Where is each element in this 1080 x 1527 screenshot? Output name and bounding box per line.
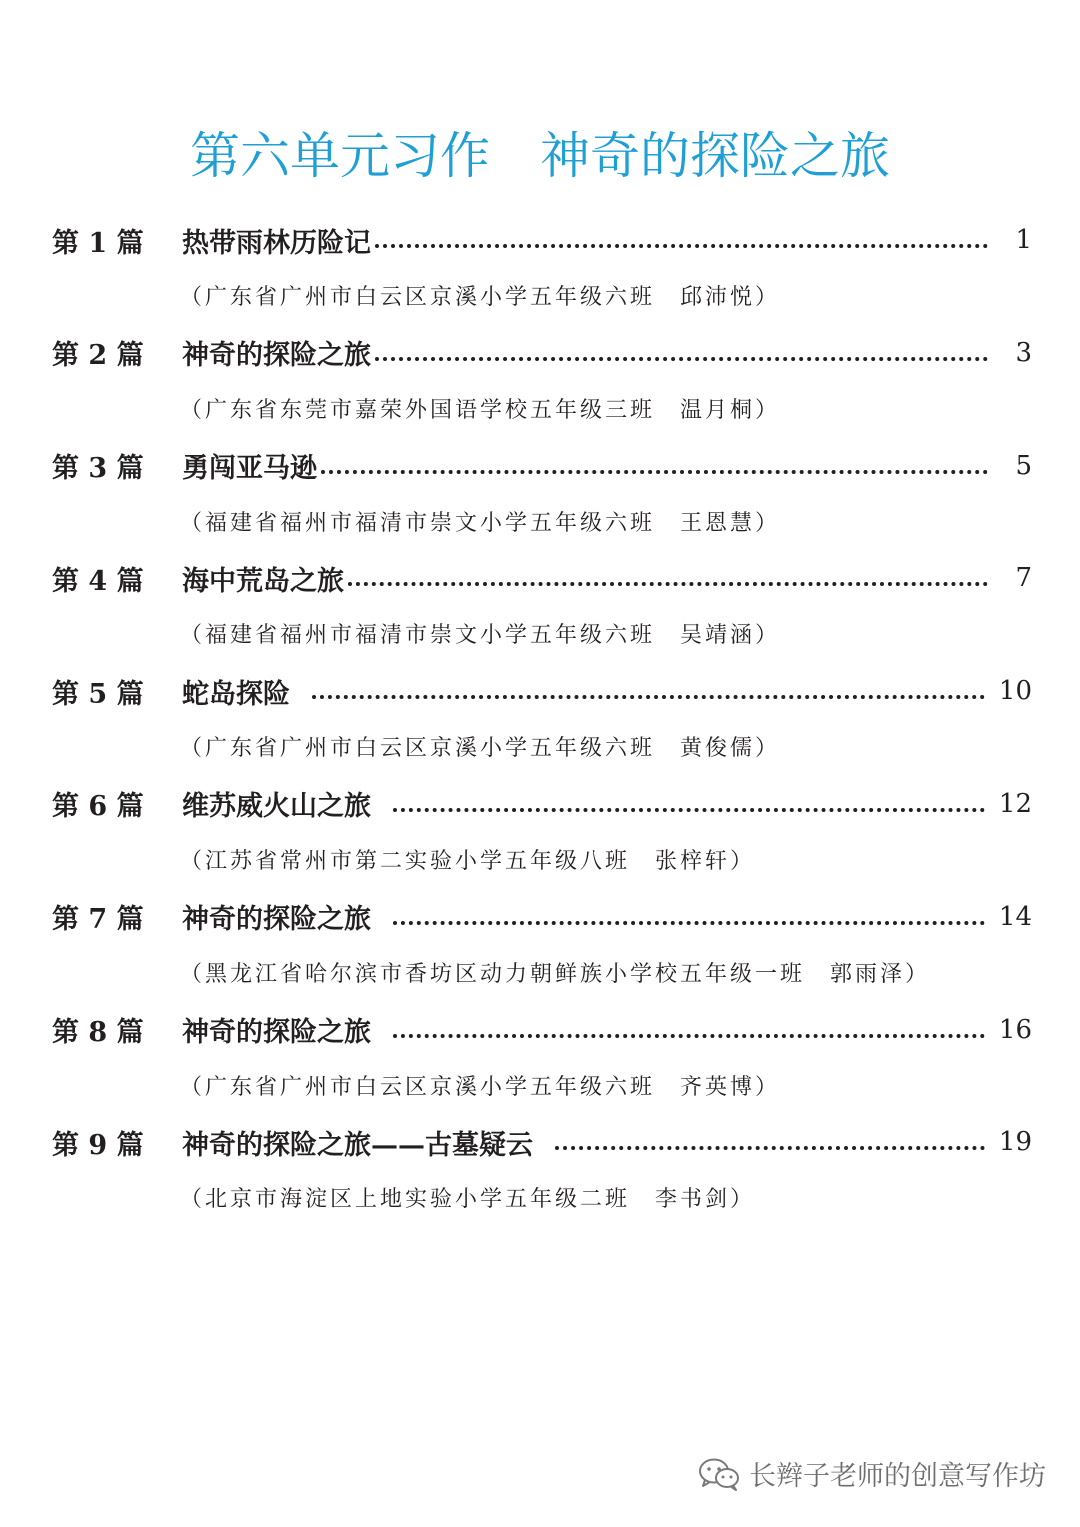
entry-title[interactable]: 勇闯亚马逊 xyxy=(182,453,317,485)
toc-entry-line xyxy=(52,560,1032,596)
entry-page-number: 7 xyxy=(1015,563,1032,594)
toc-entry-2[interactable] xyxy=(52,325,1032,438)
entry-page-number: 5 xyxy=(1015,450,1032,481)
toc-entry-line xyxy=(52,1012,1032,1048)
entry-title[interactable]: 维苏威火山之旅 xyxy=(182,791,371,823)
entry-author: （广东省广州市白云区京溪小学五年级六班 齐英博） xyxy=(180,1074,781,1100)
entry-title[interactable]: 神奇的探险之旅 xyxy=(182,904,371,936)
entry-author: （福建省福州市福清市崇文小学五年级六班 吴靖涵） xyxy=(180,623,781,649)
toc-entry-8[interactable] xyxy=(52,1002,1032,1115)
dot-leader xyxy=(312,673,985,709)
toc-entry-9[interactable] xyxy=(52,1114,1032,1227)
entry-page-number: 16 xyxy=(998,1014,1032,1045)
entry-number: 第 3 篇 xyxy=(52,453,144,485)
toc-entry-line xyxy=(52,1124,1032,1160)
toc-entry-line xyxy=(52,222,1032,258)
watermark xyxy=(697,1454,1046,1493)
entry-author: （江苏省常州市第二实验小学五年级八班 张梓轩） xyxy=(180,848,756,874)
toc-entry-1[interactable] xyxy=(52,212,1032,325)
entry-number: 第 2 篇 xyxy=(52,340,144,372)
toc-entry-5[interactable] xyxy=(52,663,1032,776)
entry-author: （黑龙江省哈尔滨市香坊区动力朝鲜族小学校五年级一班 郭雨泽） xyxy=(180,961,931,987)
entry-number: 第 4 篇 xyxy=(52,565,144,597)
entry-author: （广东省广州市白云区京溪小学五年级六班 邱沛悦） xyxy=(180,285,781,310)
toc-entry-6[interactable] xyxy=(52,776,1032,889)
dot-leader xyxy=(321,448,988,484)
toc-entry-line xyxy=(52,786,1032,822)
entry-number: 第 8 篇 xyxy=(52,1017,144,1049)
toc-entry-line xyxy=(52,899,1032,935)
dot-leader xyxy=(348,560,988,596)
entry-page-number: 12 xyxy=(998,788,1032,819)
toc-entry-line xyxy=(52,335,1032,371)
toc-entry-7[interactable] xyxy=(52,889,1032,1002)
toc-entry-4[interactable] xyxy=(52,550,1032,663)
entry-title[interactable]: 神奇的探险之旅——古墓疑云 xyxy=(182,1129,533,1161)
entry-author: （福建省福州市福清市崇文小学五年级六班 王恩慧） xyxy=(180,510,781,536)
toc-entry-3[interactable] xyxy=(52,438,1032,551)
toc-entry-line xyxy=(52,448,1032,484)
dot-leader xyxy=(393,1012,985,1048)
entry-page-number: 1 xyxy=(1015,225,1032,255)
entry-number: 第 1 篇 xyxy=(52,227,144,259)
entry-title[interactable]: 神奇的探险之旅 xyxy=(182,1017,371,1049)
page-title: 第六单元习作 神奇的探险之旅 xyxy=(190,127,890,185)
entry-page-number: 14 xyxy=(998,901,1032,932)
entry-number: 第 9 篇 xyxy=(52,1129,144,1161)
entry-page-number: 19 xyxy=(998,1127,1032,1158)
watermark-text: 长辫子老师的创意写作坊 xyxy=(749,1461,1046,1492)
entry-title[interactable]: 海中荒岛之旅 xyxy=(182,565,344,597)
entry-title[interactable]: 热带雨林历险记 xyxy=(182,227,371,259)
entry-author: （广东省广州市白云区京溪小学五年级六班 黄俊儒） xyxy=(180,736,781,762)
entry-page-number: 10 xyxy=(998,676,1032,707)
dot-leader xyxy=(555,1124,985,1160)
dot-leader xyxy=(375,335,988,371)
entry-author: （北京市海淀区上地实验小学五年级二班 李书剑） xyxy=(180,1187,756,1213)
entry-number: 第 5 篇 xyxy=(52,678,144,710)
table-of-contents xyxy=(52,212,1032,1227)
entry-title[interactable]: 蛇岛探险 xyxy=(182,678,290,710)
entry-title[interactable]: 神奇的探险之旅 xyxy=(182,340,371,372)
entry-number: 第 7 篇 xyxy=(52,904,144,936)
wechat-icon xyxy=(697,1456,741,1492)
entry-author: （广东省东莞市嘉荣外国语学校五年级三班 温月桐） xyxy=(180,397,781,423)
dot-leader xyxy=(375,222,988,258)
toc-entry-line xyxy=(52,673,1032,709)
entry-number: 第 6 篇 xyxy=(52,791,144,823)
entry-page-number: 3 xyxy=(1015,337,1032,368)
dot-leader xyxy=(393,786,985,822)
dot-leader xyxy=(393,899,985,935)
